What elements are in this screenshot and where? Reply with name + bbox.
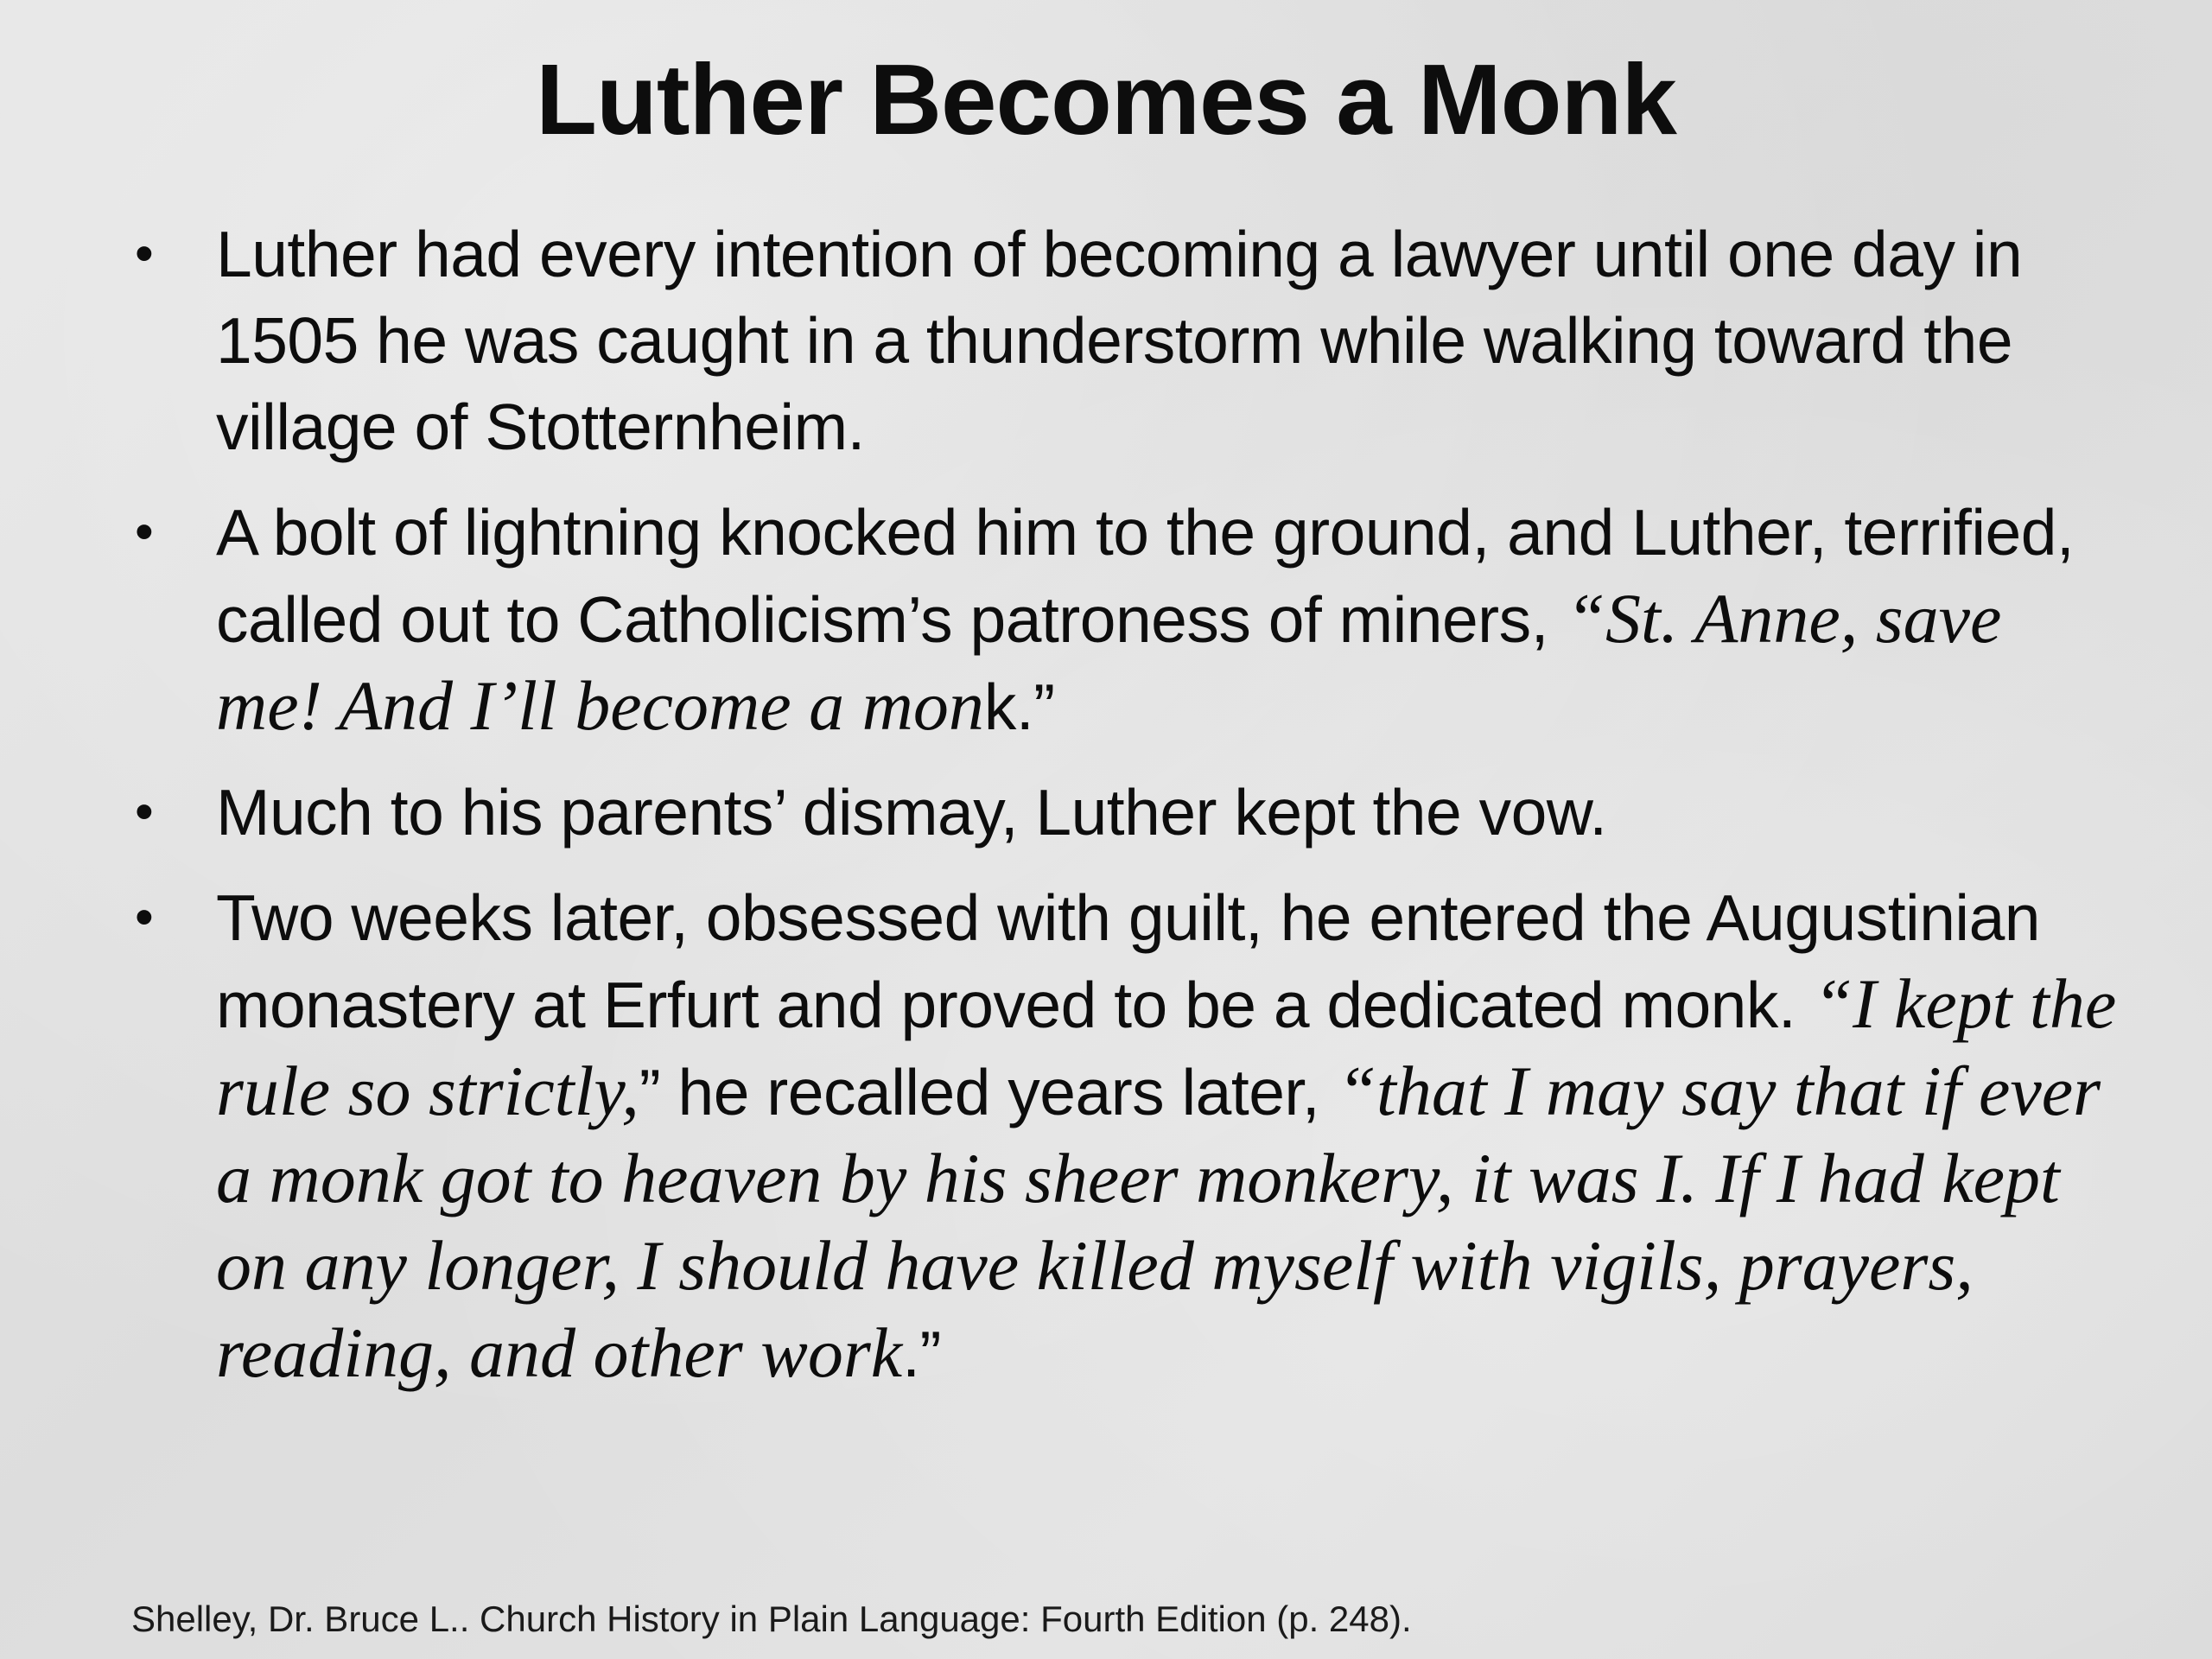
bullet-quote-long: “that I may say that if ever a monk got to heaven by his sheer monkery, it was I. If I had kept on any longer, I should have killed myself with vigils, prayers, reading, and other work	[216, 1052, 2101, 1392]
bullet-text-end: .”	[902, 1318, 941, 1390]
slide-title: Luther Becomes a Monk	[536, 43, 1676, 156]
bullet-text: A bolt of lightning knocked him to the ground, and Luther, terrified, called out to Catholicism’s patroness of miners,	[216, 496, 2075, 656]
bullet-text-end: k.”	[983, 671, 1055, 743]
bullet-item-monastery	[130, 874, 2117, 1397]
source-citation: Shelley, Dr. Bruce L.. Church History in Plain Language: Fourth Edition (p. 248).	[131, 1599, 1412, 1639]
bullet-text-middle: ” he recalled years later,	[639, 1056, 1338, 1128]
bullet-list	[130, 211, 2117, 1416]
bullet-marker-icon: •	[135, 887, 154, 947]
bullet-text: Luther had every intention of becoming a lawyer until one day in 1505 he was caught in a thunderstorm while walking toward the village of Stotternheim.	[216, 218, 2023, 463]
bullet-item-lightning	[130, 489, 2117, 750]
bullet-item-lawyer	[130, 211, 2117, 470]
bullet-marker-icon: •	[135, 782, 154, 842]
bullet-marker-icon: •	[135, 224, 154, 283]
bullet-quote: “I kept the rule so strictly,	[216, 964, 2117, 1130]
bullet-text: Two weeks later, obsessed with guilt, he entered the Augustinian monastery at Erfurt and proved to be a dedicated monk.	[216, 881, 2040, 1041]
bullet-quote: “St. Anne, save me! And I’ll become a mon	[216, 579, 2002, 745]
bullet-marker-icon: •	[135, 502, 154, 562]
bullet-text: Much to his parents’ dismay, Luther kept the vow.	[216, 776, 1607, 849]
bullet-item-vow	[130, 769, 2117, 855]
